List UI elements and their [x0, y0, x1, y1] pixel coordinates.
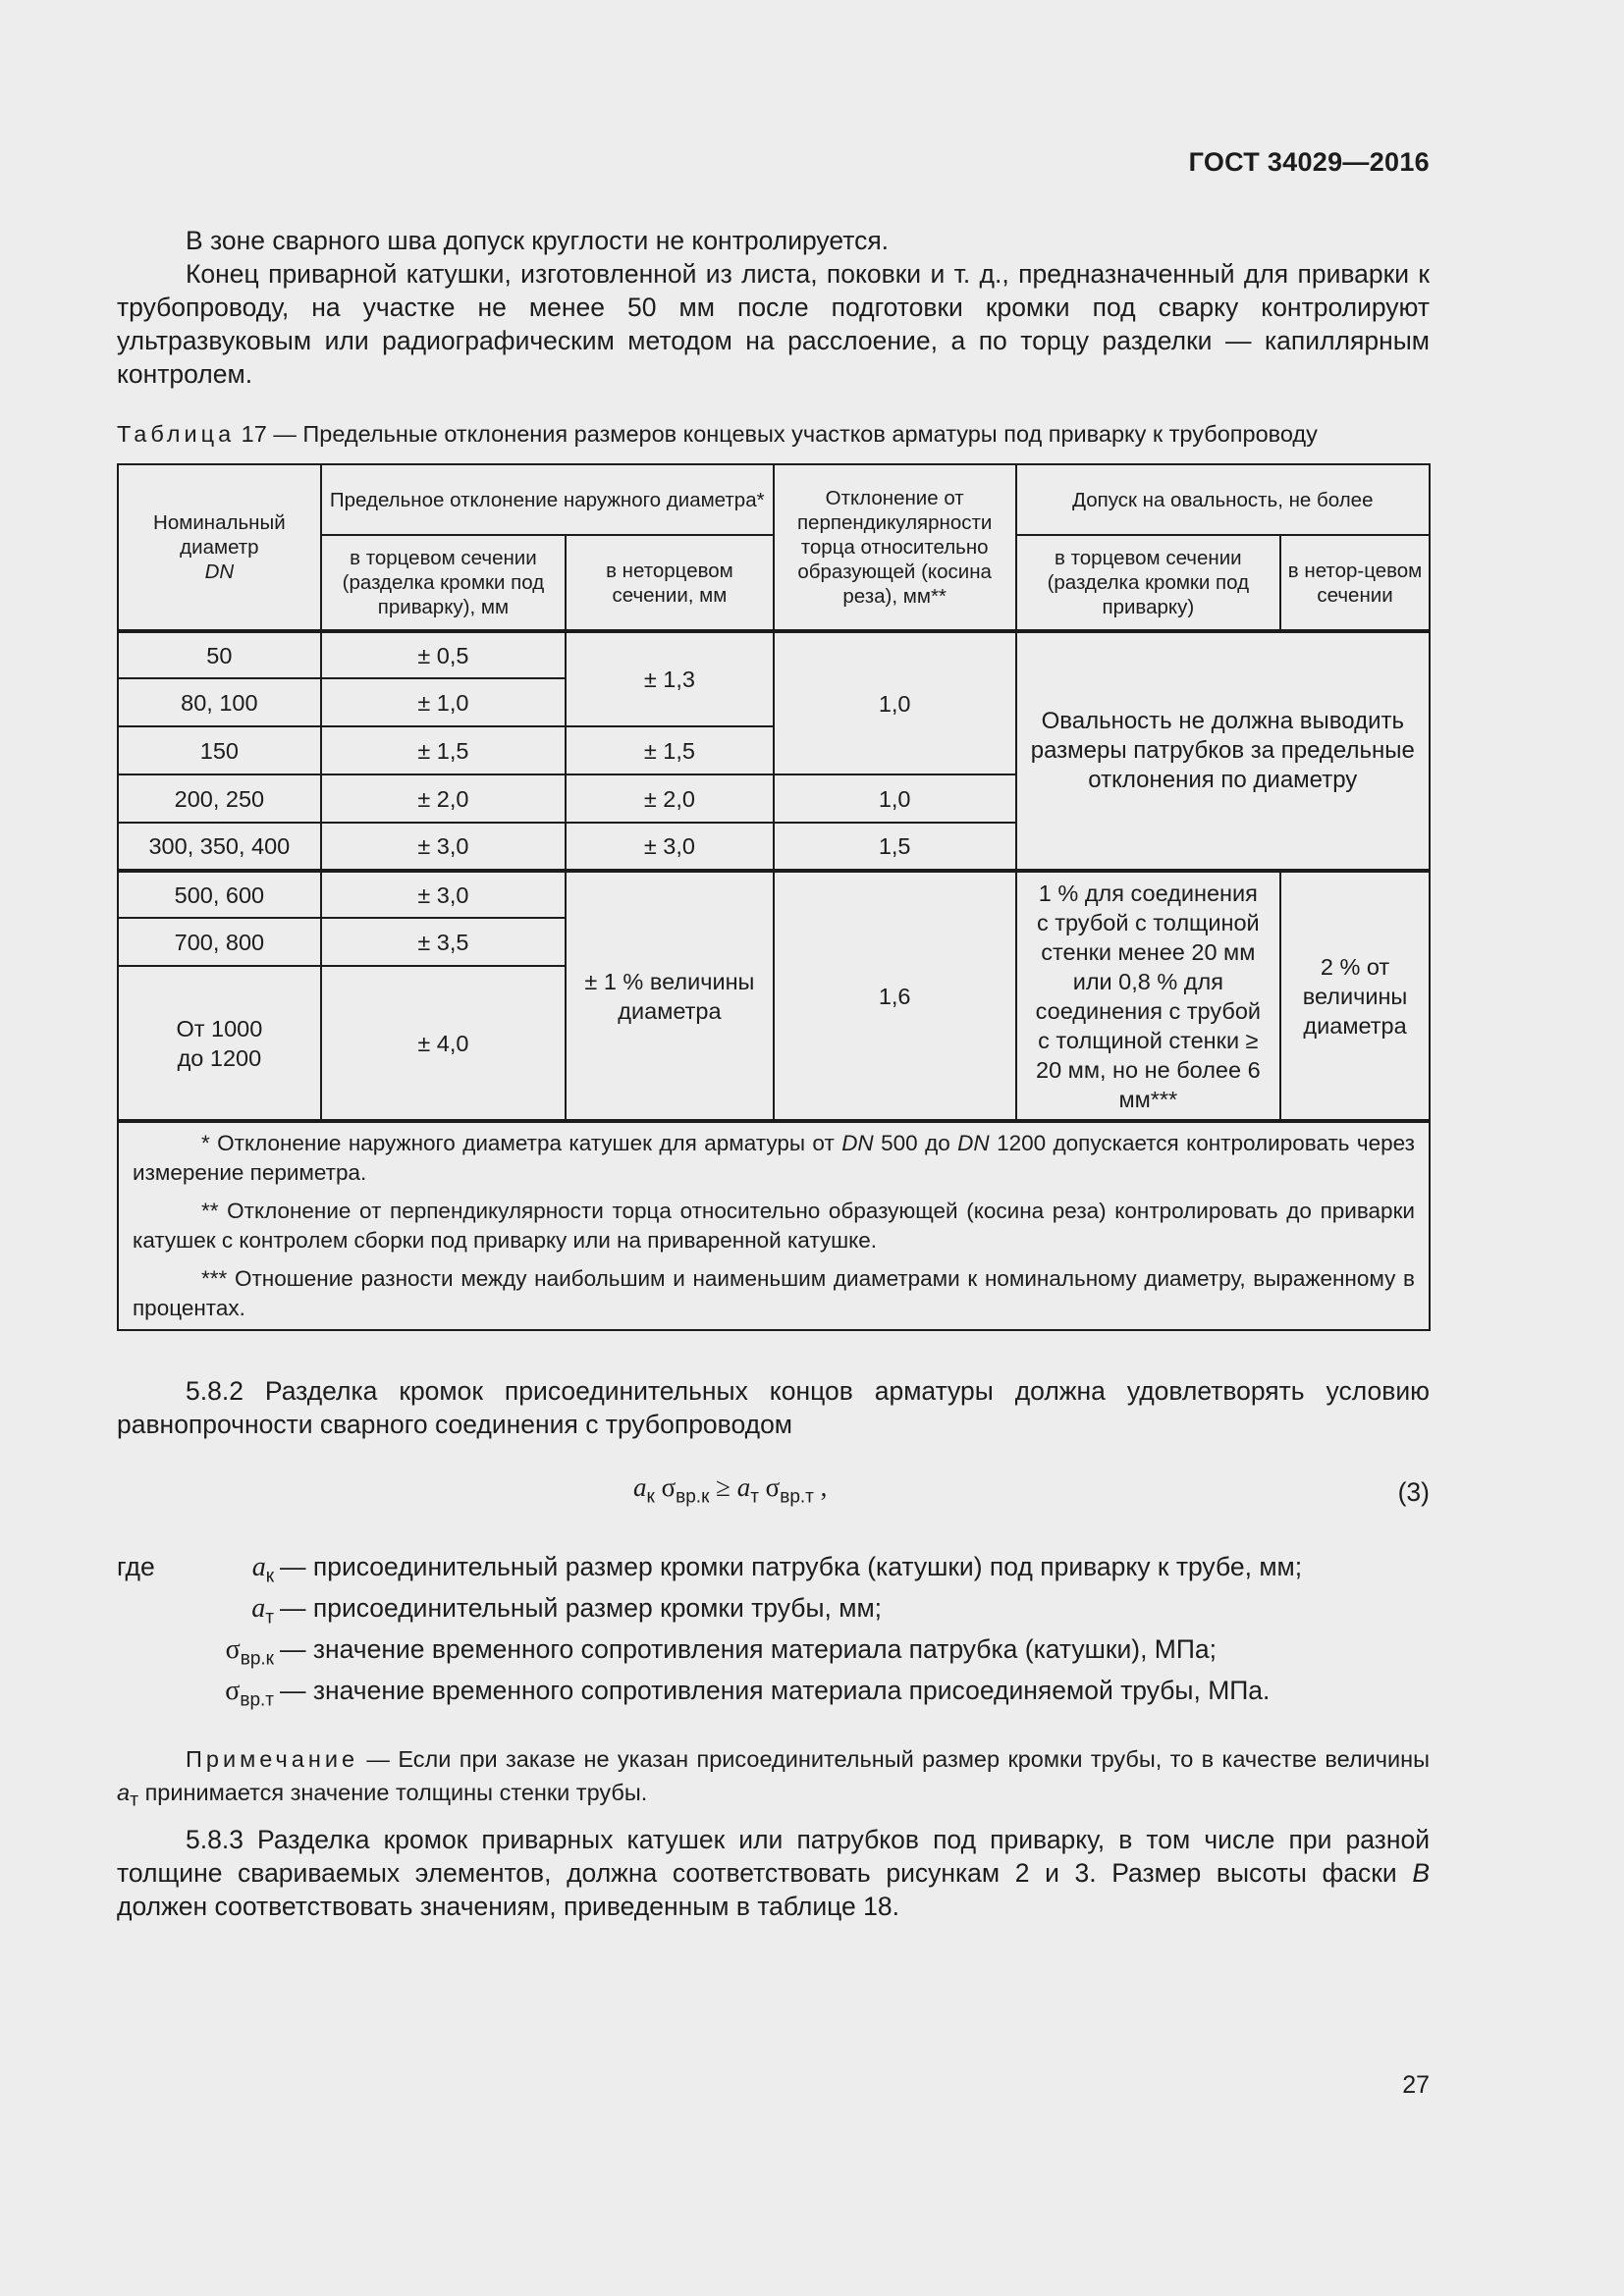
- table-notes-row: [118, 1121, 1430, 1330]
- header-outer-deviation: Предельное отклонение наружного диаметра*: [321, 464, 774, 535]
- table-caption-text: 17 — Предельные отклонения размеров концевых участков арматуры под приварку к трубопроводу: [235, 421, 1318, 447]
- intro-paragraph-1: В зоне сварного шва допуск круглости не контролируется.: [186, 226, 890, 255]
- section-note: Примечание — Если при заказе не указан присоединительный размер кромки трубы, то в качестве величины $a_т$ принимается значение толщины стенки трубы.: [117, 1746, 1430, 1811]
- merged-nonend-50-100: ± 1,3: [566, 631, 774, 726]
- standard-header: ГОСТ 34029—2016: [1188, 147, 1430, 177]
- table-row: 150 ± 1,5 ± 1,5: [118, 726, 1430, 774]
- section-5-8-3: 5.8.3 Разделка кромок приварных катушек или патрубков под приварку, в том числе при разной толщине свариваемых элементов, должна соответствовать рисункам 2 и 3. Размер высоты фаски B должен соответствовать значениям, приведенным в таблице 18.: [117, 1825, 1430, 1921]
- table-note-1: * Отклонение наружного диаметра катушек для арматуры от DN 500 до DN 1200 допускается контролировать через измерение периметра.: [133, 1131, 1415, 1185]
- table-row: 200, 250 ± 2,0 ± 2,0 1,0: [118, 774, 1430, 823]
- header-nominal-diameter: Номинальный диаметр DN: [118, 464, 321, 631]
- definition-row: $\sigma_{вр.к}$ — значение временного сопротивления материала патрубка (катушки), МПа;: [225, 1634, 1218, 1670]
- table-note-3: *** Отношение разности между наибольшим и наименьшим диаметрами к номинальному диаметру, выраженному в процентах.: [133, 1266, 1415, 1320]
- header-oval-nonend-section: в нетор-цевом сечении: [1280, 535, 1430, 631]
- merged-perp-group-2: 1,6: [774, 871, 1016, 1121]
- table-row: 700, 800 ± 3,5: [118, 918, 1430, 966]
- table-17: [117, 463, 1431, 1331]
- page-number: 27: [1402, 2071, 1430, 2099]
- formula-3: $a_к$ $\sigma_{вр.к} \ge a_т$ $\sigma_{вр.т}$ ,: [633, 1472, 828, 1508]
- intro-paragraph-2: Конец приварной катушки, изготовленной из листа, поковки и т. д., предназначенный для приварки к трубопроводу, на участке не менее 50 мм после подготовки кромки под сварку контролируют ультразвуковым или радиографическим методом на расслоение, а по торцу разделки — капиллярным контролем.: [117, 259, 1430, 389]
- table-row: 300, 350, 400 ± 3,0 ± 3,0 1,5: [118, 823, 1430, 871]
- merged-perp-50-150: 1,0: [774, 631, 1016, 774]
- header-perpendicularity: Отклонение от перпендикулярности торца относительно образующей (косина реза), мм**: [774, 464, 1016, 631]
- table-row: От 1000 до 1200 ± 4,0: [118, 966, 1430, 1121]
- table-row: 80, 100 ± 1,0: [118, 678, 1430, 726]
- formula-definitions: [117, 1546, 1302, 1711]
- merged-oval-end-group-2: 1 % для соединения с трубой с толщиной стенки менее 20 мм или 0,8 % для соединения с трубой с толщиной стенки ≥ 20 мм, но не более 6 мм***: [1016, 871, 1281, 1121]
- header-oval-end-section: в торцевом сечении (разделка кромки под приварку): [1016, 535, 1281, 631]
- section-5-8-2: [117, 1374, 1430, 1441]
- table-row: 500, 600 ± 3,0 ± 1 % величины диаметра 1,6 1 % для соединения с трубой с толщиной стенки менее 20 мм или 0,8 % для соединения с трубой с толщиной стенки ≥ 20 мм, но не более 6 мм*** 2 % от величины диаметра: [118, 871, 1430, 918]
- table-notes: [118, 1121, 1430, 1330]
- equation-number: (3): [1397, 1477, 1430, 1507]
- note-label: Примечание: [186, 1746, 359, 1772]
- definition-row: $a_т$ — присоединительный размер кромки трубы, мм;: [251, 1593, 883, 1629]
- section-5-8-2-text: 5.8.2 Разделка кромок присоединительных концов арматуры должна удовлетворять условию равнопрочности сварного соединения с трубопроводом: [117, 1376, 1430, 1439]
- header-outer-end-section: в торцевом сечении (разделка кромки под приварку), мм: [321, 535, 566, 631]
- table-caption: [117, 421, 1433, 448]
- merged-oval-nonend-group-2: 2 % от величины диаметра: [1280, 871, 1430, 1121]
- header-ovality: Допуск на овальность, не более: [1016, 464, 1430, 535]
- merged-ovality-group-1: Овальность не должна выводить размеры патрубков за предельные отклонения по диаметру: [1016, 631, 1430, 871]
- definition-row: где $a_к$ — присоединительный размер кромки патрубка (катушки) под приварку к трубе, мм;: [117, 1552, 1303, 1587]
- table-caption-label: Таблица: [117, 421, 236, 447]
- intro-text: [117, 224, 1430, 391]
- header-outer-nonend-section: в неторцевом сечении, мм: [566, 535, 774, 631]
- definition-row: $\sigma_{вр.т}$ — значение временного сопротивления материала присоединяемой трубы, МПа.: [225, 1676, 1271, 1711]
- table-row: 50 ± 0,5 ± 1,3 1,0 Овальность не должна выводить размеры патрубков за предельные отклонения по диаметру: [118, 631, 1430, 678]
- table-note-2: ** Отклонение от перпендикулярности торца относительно образующей (косина реза) контролировать до приварки катушек с контролем сборки под приварку или на приваренной катушке.: [133, 1199, 1415, 1253]
- merged-nonend-group-2: ± 1 % величины диаметра: [566, 871, 774, 1121]
